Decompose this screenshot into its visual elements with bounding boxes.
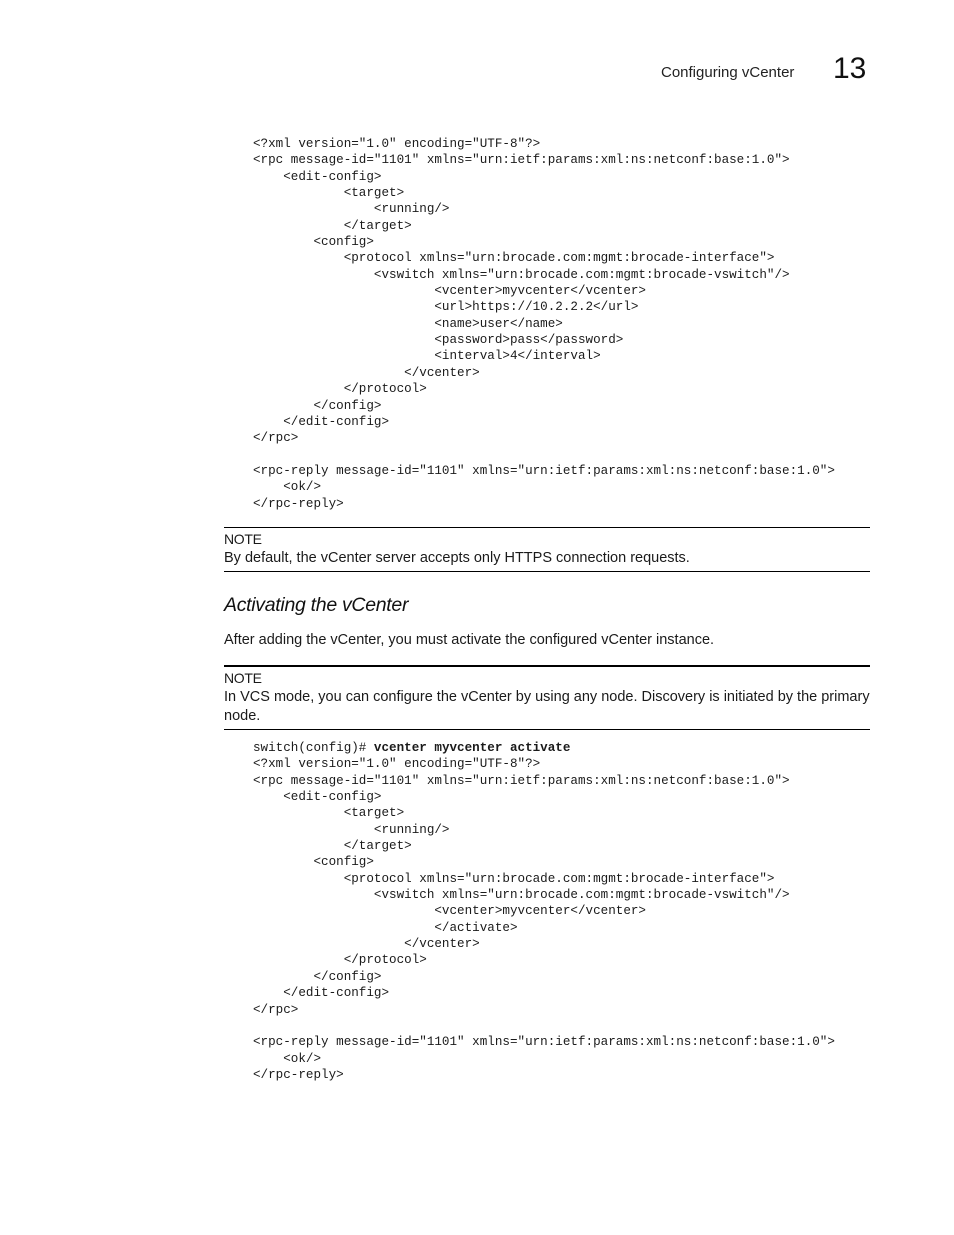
code-line: <config> [253, 235, 374, 250]
note-label: NOTE [224, 531, 262, 547]
code-line: </edit-config> [253, 414, 390, 429]
code-line: </edit-config> [253, 986, 390, 1001]
code-line: </vcenter> [253, 365, 480, 380]
section-heading: Activating the vCenter [224, 594, 409, 616]
code-line: <rpc message-id="1101" xmlns="urn:ietf:params:xml:ns:netconf:base:1.0"> [253, 773, 790, 788]
code-line: <target> [253, 806, 405, 821]
command-text: vcenter myvcenter activate [373, 741, 571, 755]
code-line: <target> [253, 186, 405, 201]
code-line [253, 1018, 835, 1034]
code-line: </config> [253, 398, 382, 413]
code-line: <ok/> [253, 480, 322, 495]
code-line: <running/> [253, 822, 450, 837]
code-line: <rpc message-id="1101" xmlns="urn:ietf:params:xml:ns:netconf:base:1.0"> [253, 153, 790, 168]
code-line: <edit-config> [253, 169, 382, 184]
note-text: In VCS mode, you can configure the vCenter by using any node. Discovery is initiated by the primary node. [224, 689, 870, 724]
code-line: </activate> [253, 920, 518, 935]
code-line: </vcenter> [253, 937, 480, 952]
xml-code-block-add-vcenter [253, 136, 835, 512]
code-line: <running/> [253, 202, 450, 217]
code-line: </rpc> [253, 431, 299, 446]
code-line: <config> [253, 855, 374, 870]
code-line: <?xml version="1.0" encoding="UTF-8"?> [253, 757, 541, 772]
code-line: </rpc-reply> [253, 496, 344, 511]
code-line: <?xml version="1.0" encoding="UTF-8"?> [253, 137, 541, 151]
code-line: <interval>4</interval> [253, 349, 601, 364]
chapter-number: 13 [833, 52, 867, 85]
code-line: <protocol xmlns="urn:brocade.com:mgmt:brocade-interface"> [253, 871, 775, 886]
note-https [224, 527, 870, 572]
running-header-title: Configuring vCenter [661, 64, 795, 81]
code-line: </config> [253, 969, 382, 984]
code-line: <rpc-reply message-id="1101" xmlns="urn:ietf:params:xml:ns:netconf:base:1.0"> [253, 463, 835, 478]
code-line: <password>pass</password> [253, 333, 624, 348]
code-line: <vcenter>myvcenter</vcenter> [253, 904, 646, 919]
code-line: <url>https://10.2.2.2</url> [253, 300, 639, 315]
xml-code-block-activate-vcenter [253, 756, 835, 1083]
code-line: </rpc-reply> [253, 1067, 344, 1082]
code-line: <vcenter>myvcenter</vcenter> [253, 284, 646, 299]
code-line: </rpc> [253, 1002, 299, 1017]
code-line [253, 447, 835, 463]
command-line [253, 740, 570, 756]
code-line: </target> [253, 839, 412, 854]
code-line: <protocol xmlns="urn:brocade.com:mgmt:brocade-interface"> [253, 251, 775, 266]
code-line: <name>user</name> [253, 316, 563, 331]
code-line: <edit-config> [253, 790, 382, 805]
command-prompt: switch(config)# [253, 741, 374, 755]
code-line: <vswitch xmlns="urn:brocade.com:mgmt:brocade-vswitch"/> [253, 888, 790, 903]
section-intro-paragraph: After adding the vCenter, you must activate the configured vCenter instance. [224, 632, 715, 648]
code-line: <rpc-reply message-id="1101" xmlns="urn:ietf:params:xml:ns:netconf:base:1.0"> [253, 1035, 835, 1050]
code-line: </target> [253, 218, 412, 233]
code-line: </protocol> [253, 382, 427, 397]
code-line: <vswitch xmlns="urn:brocade.com:mgmt:brocade-vswitch"/> [253, 267, 790, 282]
note-vcs-mode [224, 665, 870, 730]
code-line: </protocol> [253, 953, 427, 968]
note-label: NOTE [224, 670, 262, 686]
note-text: By default, the vCenter server accepts only HTTPS connection requests. [224, 550, 690, 566]
code-line: <ok/> [253, 1051, 322, 1066]
